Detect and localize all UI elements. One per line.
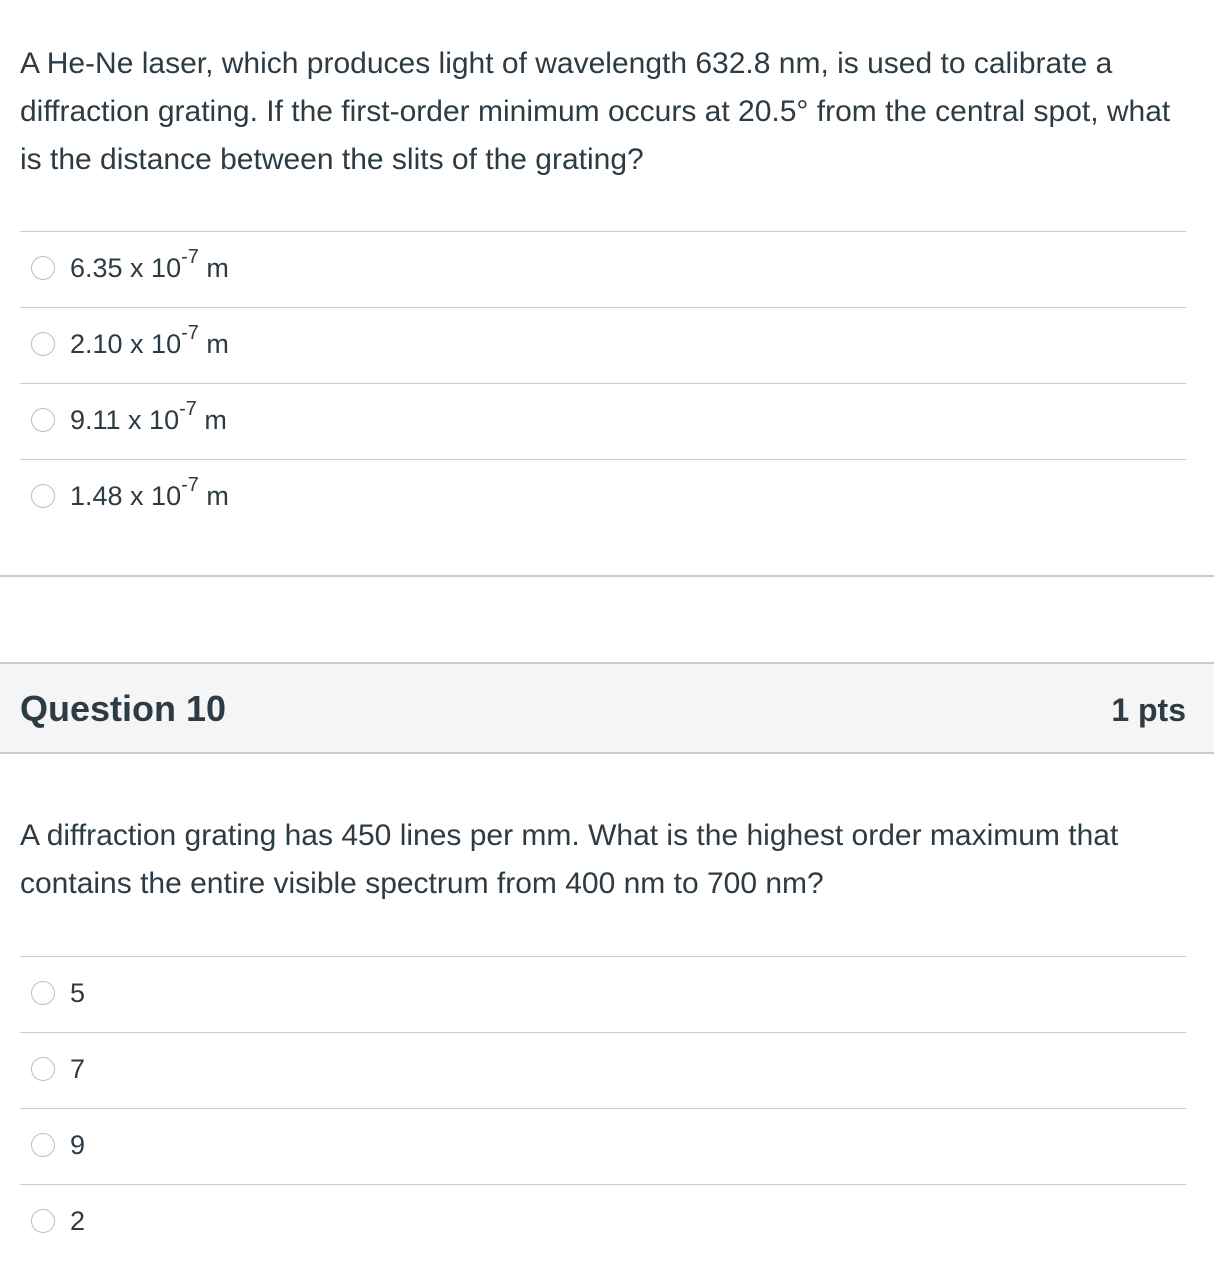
question-9-answers bbox=[20, 231, 1186, 535]
answer-label[interactable]: 2 bbox=[70, 1206, 86, 1236]
answer-label[interactable]: 9.11 x $10^{-7}$ m bbox=[70, 398, 227, 435]
question-10-text: A diffraction grating has 450 lines per mm. What is the highest order maximum that contains the entire visible spectrum from 400 nm to 700 nm? bbox=[20, 819, 1119, 900]
answer-option[interactable] bbox=[20, 1033, 1186, 1109]
question-9-text: A He-Ne laser, which produces light of wavelength 632.8 nm, is used to calibrate a diffraction grating. If the first-order minimum occurs at 20.5° from the central spot, what is the distance between the slits of the grating? bbox=[20, 47, 1171, 176]
question-10-header bbox=[0, 662, 1214, 754]
radio-button[interactable] bbox=[31, 1057, 55, 1081]
answer-label[interactable]: 1.48 x $10^{-7}$ m bbox=[70, 474, 229, 511]
answer-option[interactable] bbox=[20, 384, 1186, 460]
answer-option[interactable] bbox=[20, 1185, 1186, 1260]
answer-label[interactable]: 2.10 x $10^{-7}$ m bbox=[70, 322, 229, 359]
answer-option[interactable] bbox=[20, 308, 1186, 384]
answer-option[interactable] bbox=[20, 957, 1186, 1033]
answer-label[interactable]: 7 bbox=[70, 1054, 86, 1084]
question-title: Question 10 bbox=[20, 688, 227, 729]
answer-label[interactable]: 9 bbox=[70, 1130, 86, 1160]
radio-button[interactable] bbox=[31, 408, 55, 432]
answer-option[interactable] bbox=[20, 232, 1186, 308]
answer-option[interactable] bbox=[20, 1109, 1186, 1185]
question-10-answers bbox=[20, 956, 1186, 1260]
answer-label[interactable]: 5 bbox=[70, 978, 86, 1008]
radio-button[interactable] bbox=[31, 1133, 55, 1157]
radio-button[interactable] bbox=[31, 981, 55, 1005]
answer-option[interactable] bbox=[20, 460, 1186, 535]
radio-button[interactable] bbox=[31, 484, 55, 508]
radio-button[interactable] bbox=[31, 1209, 55, 1233]
radio-button[interactable] bbox=[31, 256, 55, 280]
question-separator bbox=[0, 575, 1214, 577]
question-points: 1 pts bbox=[1111, 692, 1186, 728]
radio-button[interactable] bbox=[31, 332, 55, 356]
answer-label[interactable]: 6.35 x $10^{-7}$ m bbox=[70, 246, 229, 283]
